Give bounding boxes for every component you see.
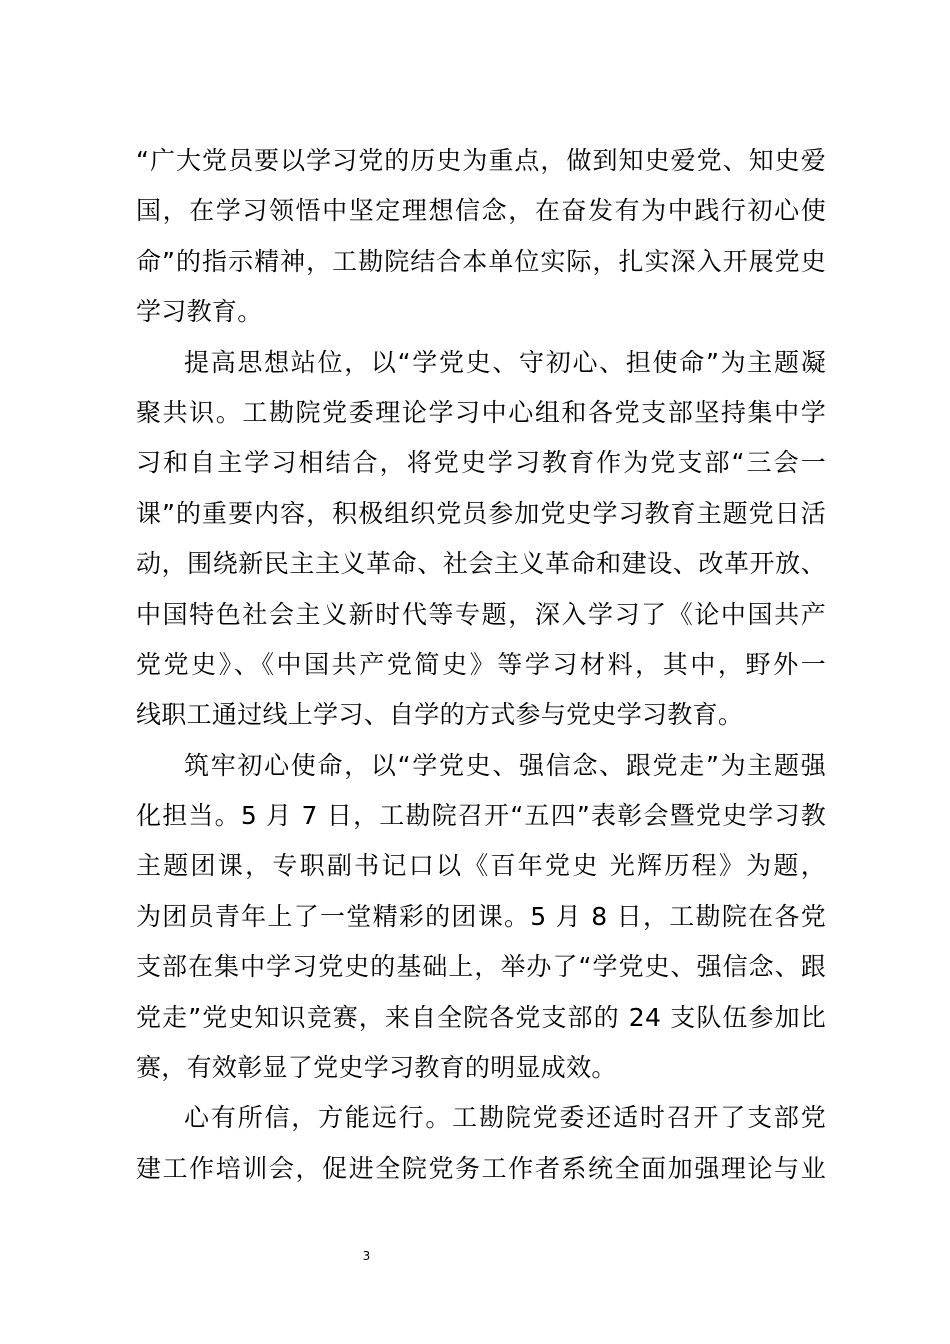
- text-line: “广大党员要以学习党的历史为重点，做到知史爱党、知史爱: [136, 146, 826, 175]
- text-line: 线职工通过线上学习、自学的方式参与党史学习教育。: [136, 700, 744, 730]
- text-line: 党走”党史知识竞赛，来自全院各党支部的 24 支队伍参加比: [136, 1002, 826, 1032]
- text-line: 学习教育。: [136, 297, 263, 327]
- text-line: 赛，有效彰显了党史学习教育的明显成效。: [136, 1053, 617, 1083]
- text-line: 为团员青年上了一堂精彩的团课。5 月 8 日，工勘院在各党: [136, 901, 826, 931]
- text-line: 党党史》、《中国共产党简史》等学习材料，其中，野外一: [136, 649, 826, 679]
- page-number: 3: [362, 1249, 371, 1263]
- text-line: 聚共识。工勘院党委理论学习中心组和各党支部坚持集中学: [136, 397, 826, 427]
- paragraph: [136, 136, 826, 338]
- paragraph: [136, 741, 826, 1094]
- document-body: [136, 136, 826, 1194]
- text-line: 中国特色社会主义新时代等专题，深入学习了《论中国共产: [136, 599, 826, 629]
- text-line: 支部在集中学习党史的基础上，举办了“学党史、强信念、跟: [136, 952, 826, 982]
- text-line: 提高思想站位，以“学党史、守初心、担使命”为主题凝: [184, 347, 826, 377]
- text-line: 动，围绕新民主主义革命、社会主义革命和建设、改革开放、: [136, 549, 826, 579]
- paragraph: [136, 338, 826, 741]
- text-line: 化担当。5 月 7 日，工勘院召开“五四”表彰会暨党史学习教: [136, 801, 826, 831]
- text-line: 命”的指示精神，工勘院结合本单位实际，扎实深入开展党史: [136, 246, 826, 276]
- text-line: 习和自主学习相结合，将党史学习教育作为党支部“三会一: [136, 448, 826, 478]
- text-line: 心有所信，方能远行。工勘院党委还适时召开了支部党: [184, 1103, 826, 1133]
- text-line: 筑牢初心使命，以“学党史、强信念、跟党走”为主题强: [184, 750, 826, 780]
- text-line: 课”的重要内容，积极组织党员参加党史学习教育主题党日活: [136, 498, 826, 528]
- paragraph: [136, 1093, 826, 1194]
- text-line: 国，在学习领悟中坚定理想信念，在奋发有为中践行初心使: [136, 196, 826, 226]
- text-line: 主题团课，专职副书记口以《百年党史 光辉历程》为题，: [136, 851, 826, 881]
- text-line: 建工作培训会，促进全院党务工作者系统全面加强理论与业: [136, 1153, 826, 1183]
